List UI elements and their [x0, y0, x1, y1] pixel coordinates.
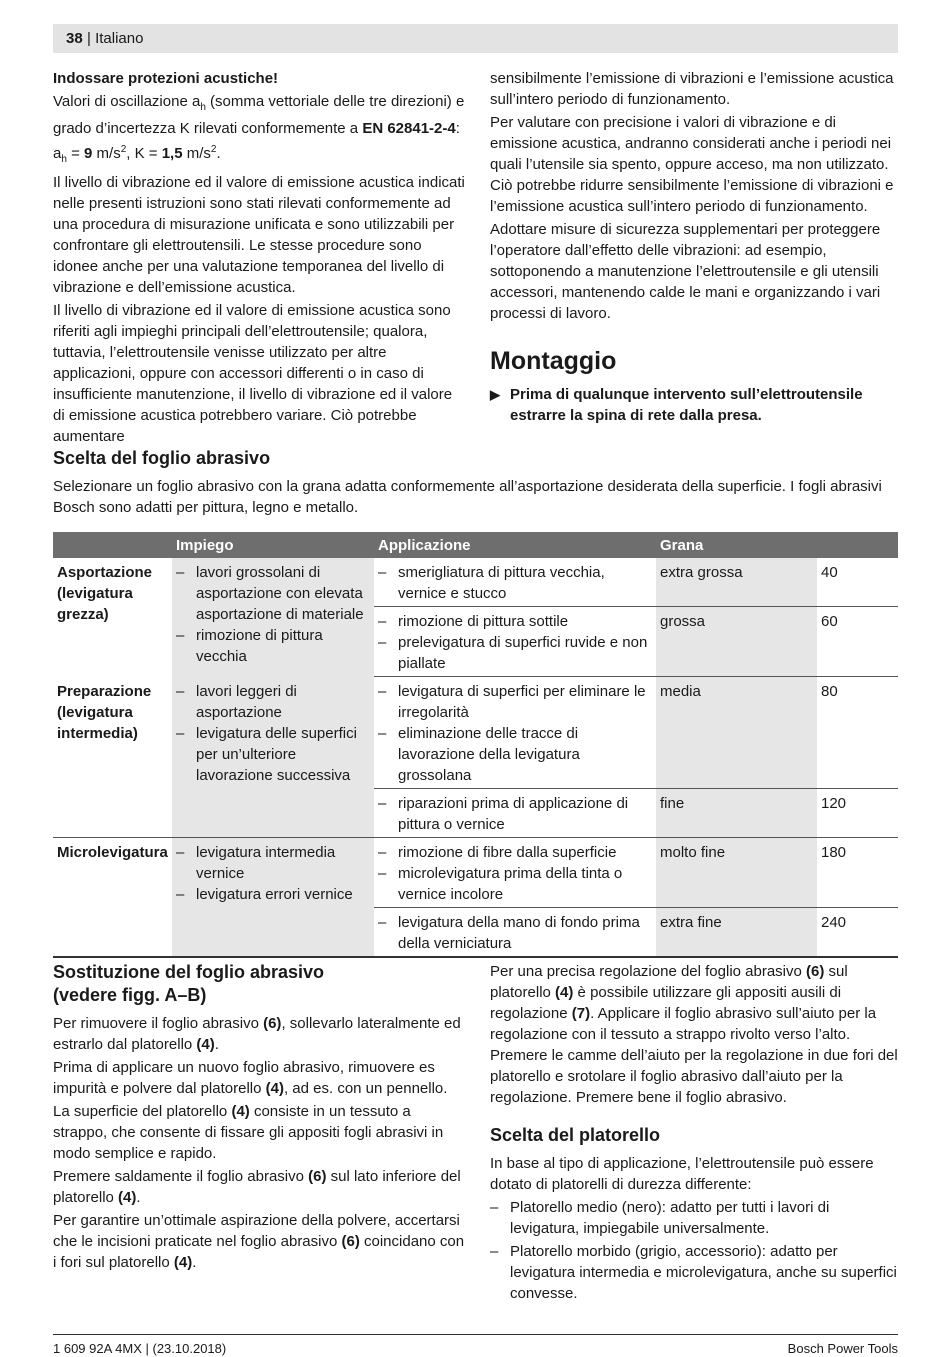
- triangle-bullet-icon: ▶: [490, 387, 500, 402]
- grit-category: Asportazione (levigatura grezza): [57, 564, 153, 623]
- grit-category: Preparazione (levigatura intermedia): [53, 677, 172, 838]
- section-title-montaggio: Montaggio: [490, 347, 617, 375]
- vibration-level-paragraph-1: Il livello di vibrazione ed il valore di emissione acustica indicati nelle presenti istruzioni sono stati rilevati conformemente ad una procedura di misurazione unificata e sono utilizzabili per confrontare gli elettroutensili. Le stesse procedure sono idonee anche per una valutazione temporanea del livello di vibrazione e dell’emissione acustica.: [53, 174, 465, 296]
- list-item: – riparazioni prima di applicazione di pittura o vernice: [378, 793, 652, 835]
- page-language: | Italiano: [87, 30, 144, 47]
- table-header: [817, 532, 898, 558]
- right-column-bottom: [490, 961, 898, 1304]
- right-column-top: [490, 68, 898, 426]
- table-header: [53, 532, 172, 558]
- list-item: – smerigliatura di pittura vecchia, vernice e stucco: [378, 562, 652, 604]
- list-item: – prelevigatura di superfici ruvide e non piallate: [378, 632, 652, 674]
- page-header: [53, 24, 898, 53]
- safety-measures-paragraph: Adottare misure di sicurezza supplementari per proteggere l’operatore dall’effetto delle vibrazioni: ad esempio, sottoponendo a manutenzione l’elettroutensile e gli utensili accessori, mantenendo calde le mani e organizzando i vari processi di lavoro.: [490, 221, 881, 322]
- vibration-level-paragraph-2: Il livello di vibrazione ed il valore di emissione acustica sono riferiti agli impieghi principali dell’elettroutensile; qualora, tuttavia, l’elettroutensile venisse utilizzato per altre applicazioni, oppure con accessori differenti o in caso di insufficiente manutenzione, il livello di vibrazione ed il valore di emissione acustica potrebbero variare. Ciò potrebbe aumentare: [53, 302, 453, 445]
- grit-name: fine: [656, 789, 817, 838]
- backing-pad-intro: In base al tipo di applicazione, l’elettroutensile può essere dotato di platorelli di durezza differente:: [490, 1155, 874, 1193]
- backing-pad-title: Scelta del platorello: [490, 1125, 661, 1145]
- grit-number: 180: [817, 838, 898, 908]
- application-cell: [374, 558, 656, 607]
- sanding-sheet-title: Scelta del foglio abrasivo: [53, 448, 271, 468]
- grit-number: 240: [817, 908, 898, 958]
- application-cell: [374, 607, 656, 677]
- sanding-sheet-selection: [53, 447, 898, 520]
- evaluation-paragraph: Per valutare con precisione i valori di vibrazione e di emissione acustica, andranno considerati anche i periodi nei quali l’utensile sia spento, oppure acceso, ma non utilizzato. Ciò potrebbe ridurre sensibilmente l’emissione di vibrazioni e l’emissione acustica sull’intero periodo di funzionamento.: [490, 114, 894, 215]
- hearing-protection-heading: Indossare protezioni acustiche!: [53, 70, 279, 87]
- usage-cell: [172, 838, 374, 958]
- vibration-values-paragraph: Valori di oscillazione $a_h$ (somma vettoriale delle tre direzioni) e grado d’incertezza K rilevati conformemente a EN 62841-2-4: $a_h = 9$ $m/s^2$, K = 1,5 $m/s^2$.: [53, 93, 465, 165]
- grit-name: extra grossa: [656, 558, 817, 607]
- list-item: – rimozione di pittura vecchia: [176, 625, 370, 667]
- list-item: – Platorello morbido (grigio, accessorio): adatto per levigatura intermedia e microlevigatura, anche su superfici convesse.: [490, 1241, 898, 1304]
- application-cell: [374, 908, 656, 958]
- unplug-warning: ▶ Prima di qualunque intervento sull’elettroutensile estrarre la spina di rete dalla presa.: [490, 386, 863, 424]
- table-header: Applicazione: [374, 532, 656, 558]
- application-cell: [374, 789, 656, 838]
- backing-pad-list: [490, 1197, 898, 1304]
- list-item: – rimozione di fibre dalla superficie: [378, 842, 652, 863]
- grit-name: media: [656, 677, 817, 789]
- grit-category: Microlevigatura: [53, 838, 172, 958]
- table-header: Impiego: [172, 532, 374, 558]
- list-item: – levigatura della mano di fondo prima della verniciatura: [378, 912, 652, 954]
- continuation-paragraph: sensibilmente l’emissione di vibrazioni e l’emissione acustica sull’intero periodo di funzionamento.: [490, 70, 894, 108]
- list-item: – levigatura intermedia vernice: [176, 842, 370, 884]
- replace-sheet-section: [53, 961, 465, 1275]
- usage-cell: [172, 558, 374, 677]
- replace-paragraph-4: Premere saldamente il foglio abrasivo (6) sul lato inferiore del platorello (4).: [53, 1168, 461, 1206]
- footer-document-id: 1 609 92A 4MX | (23.10.2018): [53, 1341, 227, 1356]
- footer-brand: Bosch Power Tools: [787, 1341, 898, 1356]
- list-item: – lavori grossolani di asportazione con elevata asportazione di materiale: [176, 562, 370, 625]
- grit-name: molto fine: [656, 838, 817, 908]
- list-item: – rimozione di pittura sottile: [378, 611, 652, 632]
- replace-sheet-title: Sostituzione del foglio abrasivo (vedere figg. A–B): [53, 962, 325, 1005]
- list-item: – levigatura delle superfici per un’ulteriore lavorazione successiva: [176, 723, 370, 786]
- alignment-paragraph: Per una precisa regolazione del foglio abrasivo (6) sul platorello (4) è possibile utilizzare gli appositi ausili di regolazione (7). Applicare il foglio abrasivo sull’aiuto per la regolazione con il tessuto a strappo rivolto verso l’alto. Premere le camme dell’aiuto per la regolazione in due fori del platorello e srotolare il foglio abrasivo dall’aiuto per la regolazione. Premere bene il foglio abrasivo.: [490, 963, 898, 1106]
- list-item: – microlevigatura prima della tinta o vernice incolore: [378, 863, 652, 905]
- application-cell: [374, 838, 656, 908]
- grit-number: 40: [817, 558, 898, 607]
- list-item: – levigatura errori vernice: [176, 884, 370, 905]
- replace-paragraph-5: Per garantire un’ottimale aspirazione della polvere, accertarsi che le incisioni praticate nel foglio abrasivo (6) coincidano con i fori sul platorello (4).: [53, 1212, 465, 1271]
- table-header-row: [53, 532, 898, 558]
- replace-paragraph-3: La superficie del platorello (4) consiste in un tessuto a strappo, che consente di fissare gli appositi fogli abrasivi in modo semplice e rapido.: [53, 1103, 444, 1162]
- grit-number: 80: [817, 677, 898, 789]
- left-column-top: [53, 68, 465, 449]
- table-row: [53, 558, 898, 607]
- list-item: – levigatura di superfici per eliminare le irregolarità: [378, 681, 652, 723]
- usage-cell: [172, 677, 374, 838]
- list-item: – Platorello medio (nero): adatto per tutti i lavori di levigatura, impiegabile universalmente.: [490, 1197, 898, 1239]
- page-number: 38: [66, 30, 83, 47]
- grit-name: grossa: [656, 607, 817, 677]
- replace-paragraph-2: Prima di applicare un nuovo foglio abrasivo, rimuovere es impurità e polvere dal platorello (4), ad es. con un pennello.: [53, 1059, 448, 1097]
- application-cell: [374, 677, 656, 789]
- table-row: [53, 677, 898, 789]
- replace-paragraph-1: Per rimuovere il foglio abrasivo (6), sollevarlo lateralmente ed estrarlo dal platorello (4).: [53, 1015, 461, 1053]
- grit-number: 120: [817, 789, 898, 838]
- table-header: Grana: [656, 532, 817, 558]
- table-row: [53, 838, 898, 908]
- footer-divider: [53, 1334, 898, 1335]
- grit-table: [53, 532, 898, 958]
- sanding-sheet-intro: Selezionare un foglio abrasivo con la grana adatta conformemente all’asportazione desiderata della superficie. I fogli abrasivi Bosch sono adatti per pittura, legno e metallo.: [53, 478, 882, 516]
- list-item: – eliminazione delle tracce di lavorazione della levigatura grossolana: [378, 723, 652, 786]
- grit-number: 60: [817, 607, 898, 677]
- grit-name: extra fine: [656, 908, 817, 958]
- list-item: – lavori leggeri di asportazione: [176, 681, 370, 723]
